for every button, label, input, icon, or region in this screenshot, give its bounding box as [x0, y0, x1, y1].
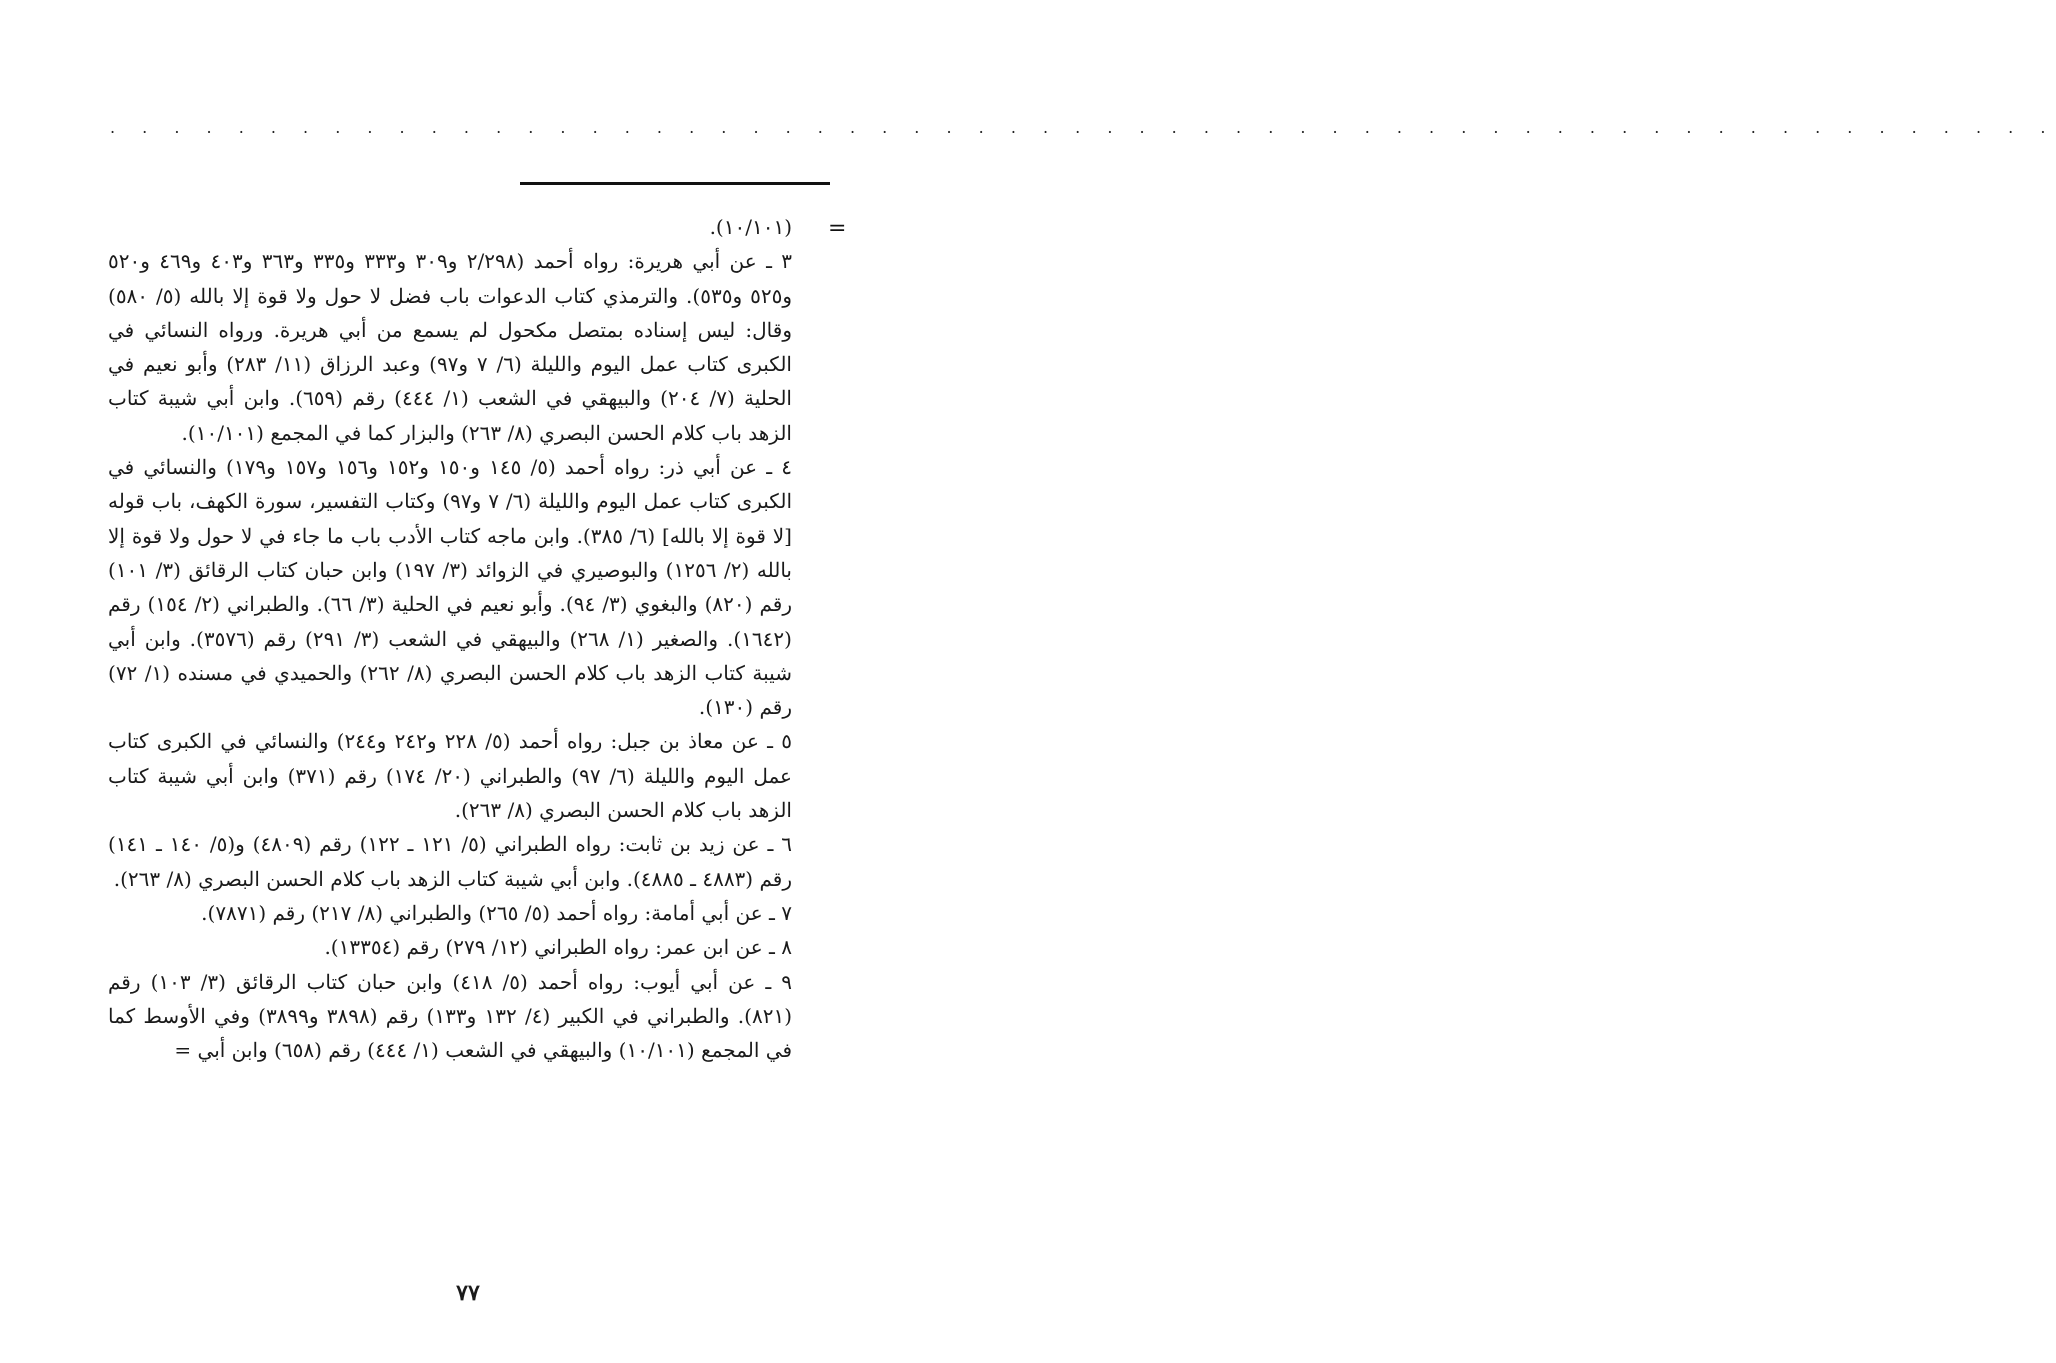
paragraph-continuation: (١٠/١٠١). — [709, 215, 792, 239]
paragraph-9: ٩ ـ عن أبي أيوب: رواه أحمد (٥/ ٤١٨) وابن حبان كتاب الرقائق (٣/ ١٠٣) رقم (٨٢١). والطبراني في الكبير (٤/ ١٣٢ و١٣٣) رقم (٣٨٩٨ و٣٨٩٩) وفي الأوسط كما في المجمع (١٠/١٠١) والبيهقي في الشعب (١/ ٤٤٤) رقم (٦٥٨) وابن أبي = — [108, 969, 792, 1063]
paragraph-7: ٧ ـ عن أبي أمامة: رواه أحمد (٥/ ٢٦٥) والطبراني (٨/ ٢١٧) رقم (٧٨٧١). — [201, 900, 792, 925]
paragraph-8: ٨ ـ عن ابن عمر: رواه الطبراني (١٢/ ٢٧٩) رقم (١٣٣٥٤). — [324, 935, 792, 960]
separator-dots: . . . . . . . . . . . . . . . . . . . . . . . . . . . . . . . . . . . . . . . . . . . . . . . . . . . . . . . . . . . . . — [110, 118, 2056, 137]
paragraph-3: ٣ ـ عن أبي هريرة: رواه أحمد (٢/٢٩٨ و٣٠٩ و٣٣٣ و٣٣٥ و٣٦٣ و٤٠٣ و٤٦٩ و٥٢٠ و٥٢٥ و٥٣٥). والترمذي كتاب الدعوات باب فضل لا حول ولا قوة إلا بالله (٥/ ٥٨٠) وقال: ليس إسناده بمتصل مكحول لم يسمع من أبي هريرة. ورواه النسائي في الكبرى كتاب عمل اليوم والليلة (٦/ ٧ و٩٧) وعبد الرزاق (١١/ ٢٨٣) وأبو نعيم في الحلية (٧/ ٢٠٤) والبيهقي في الشعب (١/ ٤٤٤) رقم (٦٥٩). وابن أبي شيبة كتاب الزهد باب كلام الحسن البصري (٨/ ٢٦٣) والبزار كما في المجمع (١٠/١٠١). — [108, 249, 793, 445]
paragraph-6: ٦ ـ عن زيد بن ثابت: رواه الطبراني (٥/ ١٢١ ـ ١٢٢) رقم (٤٨٠٩) و(٥/ ١٤٠ ـ ١٤١) رقم (٤٨٨٣ ـ ٤٨٨٥). وابن أبي شيبة كتاب الزهد باب كلام الحسن البصري (٨/ ٢٦٣). — [108, 832, 792, 891]
paragraph-4: ٤ ـ عن أبي ذر: رواه أحمد (٥/ ١٤٥ و١٥٠ و١٥٢ و١٥٦ و١٥٧ و١٧٩) والنسائي في الكبرى كتاب عمل اليوم والليلة (٦/ ٧ و٩٧) وكتاب التفسير، سورة الكهف، باب قوله [لا قوة إلا بالله] (٦/ ٣٨٥). وابن ماجه كتاب الأدب باب ما جاء في لا حول ولا قوة إلا بالله (٢/ ١٢٥٦) والبوصيري في الزوائد (٣/ ١٩٧) وابن حبان كتاب الرقائق (٣/ ١٠١) رقم (٨٢٠) والبغوي (٣/ ٩٤). وأبو نعيم في الحلية (٣/ ٦٦). والطبراني (٢/ ١٥٤) رقم (١٦٤٢). والصغير (١/ ٢٦٨) والبيهقي في الشعب (٣/ ٢٩١) رقم (٣٥٧٦). وابن أبي شيبة كتاب الزهد باب كلام الحسن البصري (٨/ ٢٦٢) والحميدي في مسنده (١/ ٧٢) رقم (١٣٠). — [108, 455, 793, 720]
continuation-mark: = — [828, 216, 847, 241]
footnote-text — [108, 210, 792, 1067]
paragraph-5: ٥ ـ عن معاذ بن جبل: رواه أحمد (٥/ ٢٢٨ و٢٤٢ و٢٤٤) والنسائي في الكبرى كتاب عمل اليوم والليلة (٦/ ٩٧) والطبراني (٢٠/ ١٧٤) رقم (٣٧١) وابن أبي شيبة كتاب الزهد باب كلام الحسن البصري (٨/ ٢٦٣). — [108, 729, 792, 823]
page-number: ٧٧ — [456, 1280, 480, 1306]
footnote-rule — [520, 182, 830, 185]
